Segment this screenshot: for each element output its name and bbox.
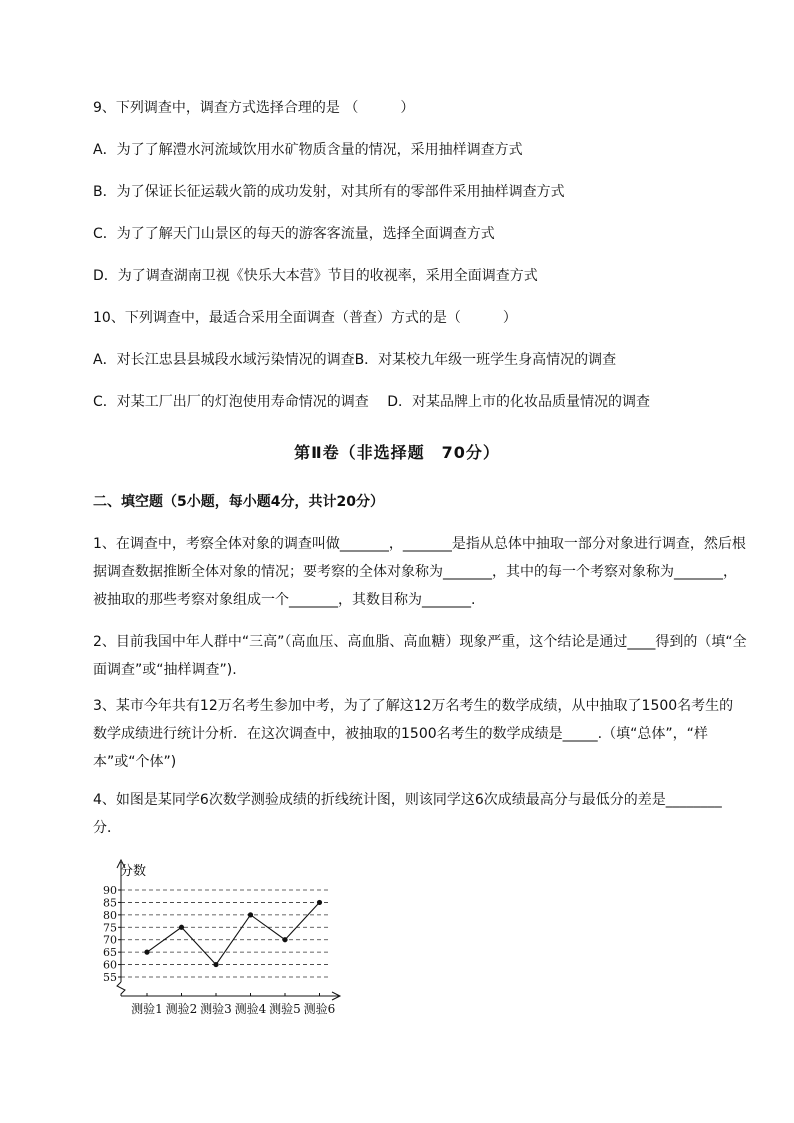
- fill-q2: 2、目前我国中年人群中“三高”（高血压、高血脂、高血糖）现象严重，这个结论是通过____得到的（填“全面调查”或“抽样调查”).: [93, 634, 747, 678]
- q9-option-c: C．为了了解天门山景区的每天的游客客流量，选择全面调查方式: [93, 226, 495, 242]
- chart-y-axis-label: 分数: [120, 864, 147, 879]
- q9-option-d: D．为了调查湖南卫视《快乐大本营》节目的收视率，采用全面调查方式: [93, 268, 538, 284]
- q9-stem: 9、下列调查中，调查方式选择合理的是 （ ）: [93, 100, 415, 116]
- data-point: [282, 937, 287, 942]
- fill-section-heading: 二、填空题（5小题，每小题4分，共计20分）: [93, 494, 384, 510]
- y-tick-label: 75: [103, 921, 117, 935]
- chart-axes: [117, 860, 340, 1000]
- q9-option-b: B．为了保证长征运载火箭的成功发射，对其所有的零部件采用抽样调查方式: [93, 184, 565, 200]
- x-tick-label: 测验4: [234, 1002, 267, 1016]
- x-tick-label: 测验1: [131, 1002, 163, 1016]
- fill-q1: 1、在调查中，考察全体对象的调查叫做_______，_______是指从总体中抽取一部分对象进行调查，然后根据调查数据推断全体对象的情况；要考察的全体对象称为_______，其中的每一个考察对象称为_______，被抽取的那些考察对象组成一个_______，其数目称为_______.: [93, 536, 746, 608]
- x-tick-label: 测验6: [303, 1002, 336, 1016]
- y-tick-label: 55: [103, 971, 117, 984]
- chart-grid: [121, 890, 330, 977]
- y-tick-label: 65: [103, 946, 117, 960]
- y-tick-label: 70: [103, 933, 117, 947]
- fill-q4: 4、如图是某同学6次数学测验成绩的折线统计图，则该同学这6次成绩最高分与最低分的差是________分．: [93, 792, 722, 836]
- series-line: [147, 902, 320, 964]
- data-point: [144, 950, 149, 955]
- y-tick-label: 90: [103, 884, 117, 897]
- data-point: [248, 912, 253, 917]
- y-tick-label: 60: [103, 958, 117, 972]
- chart-y-ticks: [103, 884, 117, 984]
- x-tick-label: 测验2: [165, 1002, 198, 1016]
- data-point: [213, 962, 218, 967]
- fill-q3: 3、某市今年共有12万名考生参加中考，为了了解这12万名考生的数学成绩，从中抽取了1500名考生的数学成绩进行统计分析．在这次调查中，被抽取的1500名考生的数学成绩是_____.（填“总体”，“样本”或“个体”): [93, 698, 734, 770]
- x-tick-label: 测验3: [200, 1002, 232, 1016]
- chart-series: [144, 900, 322, 967]
- part2-title: 第Ⅱ卷（非选择题 70分）: [294, 443, 500, 462]
- chart-x-labels: [131, 1002, 335, 1016]
- y-tick-label: 80: [103, 908, 117, 922]
- y-tick-label: 85: [103, 896, 117, 910]
- data-point: [179, 925, 184, 930]
- x-tick-label: 测验5: [269, 1002, 301, 1016]
- q10-stem: 10、下列调查中，最适合采用全面调查（普查）方式的是（ ）: [93, 310, 517, 326]
- q9-option-a: A．为了了解澧水河流域饮用水矿物质含量的情况，采用抽样调查方式: [93, 142, 523, 158]
- y-axis-break: [117, 982, 125, 996]
- q10-options-ab: A．对长江忠县县城段水域污染情况的调查B．对某校九年级一班学生身高情况的调查: [93, 352, 617, 368]
- q10-options-cd: C．对某工厂出厂的灯泡使用寿命情况的调查 D．对某品牌上市的化妆品质量情况的调查: [93, 394, 651, 410]
- data-point: [317, 900, 322, 905]
- score-line-chart: [103, 858, 358, 1023]
